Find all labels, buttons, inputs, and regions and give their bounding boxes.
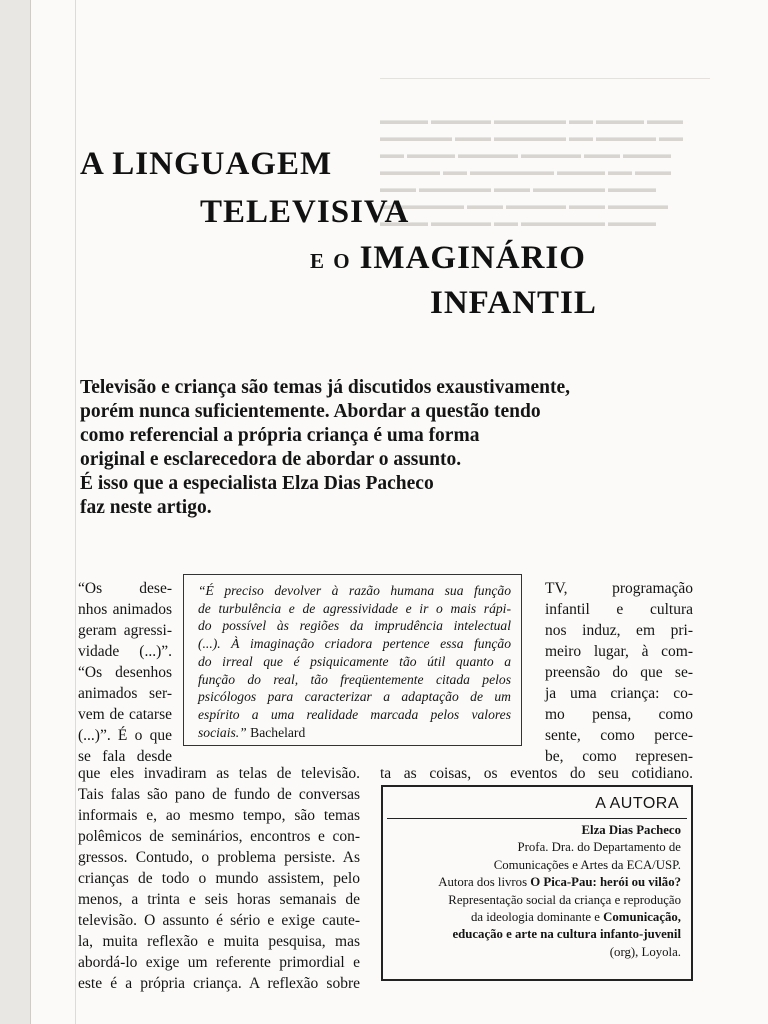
body-line: “Os dese-	[78, 580, 172, 597]
body-column-left-narrow	[78, 578, 172, 767]
body-column-right-narrow	[545, 578, 693, 767]
body-line: ta as coisas, os eventos do seu cotidiano.	[380, 765, 693, 782]
body-line: informais e, ao mesmo tempo, são temas	[78, 807, 360, 824]
body-line: nhos animados	[78, 601, 172, 618]
body-line: abordá-lo exige um referente primordial e	[78, 954, 360, 971]
quote-line: do irreal que é psiquicamente tão útil quanto a	[198, 653, 511, 669]
headline-connector: E O	[310, 249, 352, 273]
body-line: este é a própria criança. A reflexão sobre	[78, 975, 360, 992]
epigraph-quote-box	[183, 574, 522, 746]
author-box-heading: A AUTORA	[595, 795, 679, 812]
quote-line: espírito a uma realidade marcada pelos valores	[198, 706, 511, 722]
author-box	[381, 785, 693, 981]
body-line: geram agressi-	[78, 622, 172, 639]
author-bio-line	[438, 909, 681, 926]
quote-line: de turbulência e de agressividade e ir o mais rápi-	[198, 600, 511, 616]
body-line: vidade (...)”.	[78, 643, 172, 660]
author-bio-text: da ideologia dominante e	[470, 910, 600, 925]
body-line: sente, como perce-	[545, 727, 693, 744]
quote-line: psicólogos para caracterizar a adaptação de um	[198, 689, 511, 705]
body-line: (...)”. É o que	[78, 727, 172, 744]
body-line: televisão. O assunto é sério e exige caute-	[78, 912, 360, 929]
body-line: ja uma criança: co-	[545, 685, 693, 702]
body-column-right	[380, 763, 693, 784]
author-box-divider	[387, 818, 687, 819]
author-bio-line: Representação social da criança e reprodução	[448, 892, 681, 907]
author-bio-text: Autora dos livros	[438, 875, 528, 890]
body-line: gressos. Contudo, o problema persiste. As	[78, 849, 360, 866]
body-line: menos, a trinta e seis horas semanais de	[78, 891, 360, 908]
body-column-left	[78, 763, 360, 994]
book-title: educação e arte na cultura infanto-juvenil	[452, 927, 681, 942]
quote-last-line	[198, 724, 511, 742]
body-line: mo pensa, como	[545, 706, 693, 723]
body-line: meiro lugar, à com-	[545, 643, 693, 660]
headline-line-3-word: IMAGINÁRIO	[359, 240, 586, 276]
body-line: polêmicos de seminários, encontros e con-	[78, 828, 360, 845]
body-line: preensão do que se-	[545, 664, 693, 681]
body-line: la, muita reflexão e muita pesquisa, mas	[78, 933, 360, 950]
body-line: TV, programação	[545, 580, 693, 597]
headline-line-3	[310, 240, 586, 277]
body-line: se fala desde	[78, 748, 172, 765]
author-bio-line: (org), Loyola.	[609, 944, 681, 959]
book-title: O Pica-Pau: herói ou vilão?	[530, 875, 681, 890]
bleed-through-header	[380, 62, 710, 79]
headline-line-2: TELEVISIVA	[200, 194, 410, 230]
author-name: Elza Dias Pacheco	[581, 823, 681, 837]
quote-line: do possível às regiões da imprudência intelectual	[198, 618, 511, 634]
lead-line: Televisão e criança são temas já discutidos exaustivamente,	[80, 377, 570, 398]
lead-line: porém nunca suficientemente. Abordar a questão tendo	[80, 401, 541, 422]
body-line: animados ser-	[78, 685, 172, 702]
headline-line-4: INFANTIL	[430, 285, 597, 321]
body-line: crianças de todo o mundo assistem, pelo	[78, 870, 360, 887]
author-bio-line	[438, 874, 681, 891]
page-fold-line	[75, 0, 76, 1024]
quote-author: Bachelard	[250, 724, 306, 740]
lead-paragraph	[80, 376, 580, 520]
lead-line: faz neste artigo.	[80, 497, 212, 518]
body-line: nos induz, em pri-	[545, 622, 693, 639]
quote-line: sociais.”	[198, 724, 247, 740]
lead-line: original e esclarecedora de abordar o assunto.	[80, 449, 462, 470]
book-title: Comunicação,	[603, 910, 681, 925]
quote-line: (...). À imaginação criadora pertence essa função	[198, 636, 511, 652]
author-bio-line: Comunicações e Artes da ECA/USP.	[493, 857, 681, 872]
lead-line: É isso que a especialista Elza Dias Pacheco	[80, 473, 434, 494]
quote-line: função do real, tão freqüentemente citada pelos	[198, 671, 511, 687]
body-line: que eles invadiram as telas de televisão.	[78, 765, 360, 782]
body-line: vem de catarse	[78, 706, 172, 723]
body-line: infantil e cultura	[545, 601, 693, 618]
author-bio-line: Profa. Dra. do Departamento de	[517, 840, 681, 855]
body-line: Tais falas são pano de fundo de conversas	[78, 786, 360, 803]
author-bio	[438, 822, 681, 961]
body-line: be, como represen-	[545, 748, 693, 765]
body-line: “Os desenhos	[78, 664, 172, 681]
quote-line: “É preciso devolver à razão humana sua função	[198, 583, 511, 598]
bleed-through-texture: ▬▬▬▬ ▬▬▬▬▬ ▬▬▬▬▬▬ ▬▬ ▬▬▬▬ ▬▬▬ ▬▬▬▬▬▬ ▬▬▬ ▬▬▬▬▬▬ ▬▬ ▬▬▬▬▬ ▬▬ ▬▬ ▬▬▬▬ ▬▬▬▬▬ ▬▬▬▬▬ ▬▬▬ ▬▬▬▬ ▬▬▬▬▬ ▬▬ ▬▬▬▬▬▬▬ ▬▬▬▬ ▬▬ ▬▬▬ ▬▬▬ ▬▬▬▬▬▬ ▬▬▬ ▬▬▬▬▬▬ ▬▬▬▬ ▬▬▬▬▬▬▬ ▬▬▬ ▬▬▬▬▬ ▬▬▬ ▬▬▬▬▬ ▬▬▬▬ ▬▬▬▬▬ ▬▬ ▬▬▬▬▬▬▬ ▬▬▬▬	[380, 113, 683, 229]
headline-line-1: A LINGUAGEM	[80, 146, 333, 182]
lead-line: como referencial a própria criança é uma forma	[80, 425, 480, 446]
